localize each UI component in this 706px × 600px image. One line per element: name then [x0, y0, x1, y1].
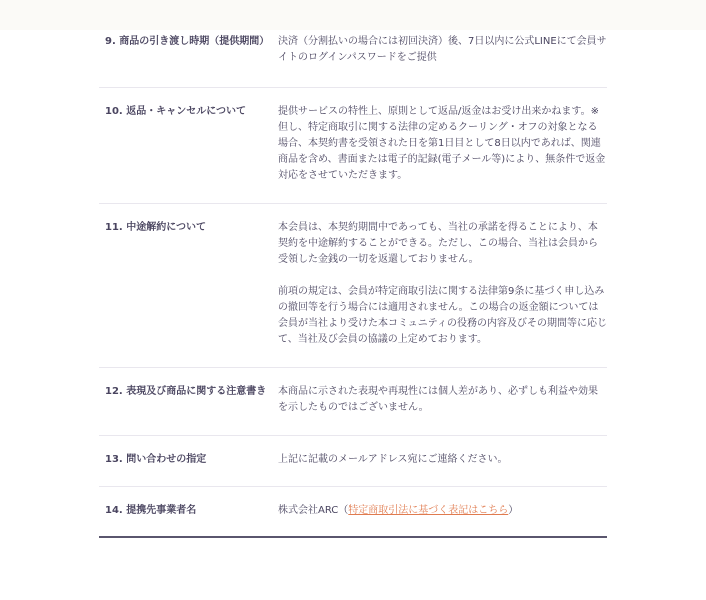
row-content	[278, 34, 607, 66]
row-label: 13. 問い合わせの指定	[105, 454, 207, 465]
row-label: 9. 商品の引き渡し時期（提供期間）	[105, 36, 270, 47]
company-name: 株式会社ARC	[278, 505, 339, 516]
row-paragraph: 提供サービスの特性上、原則として返品/返金はお受け出来かねます。※但し、特定商取引に関する法律の定めるクーリング・オフの対象となる場合、本契約書を受領された日を第1日目として8日以内であれば、関連商品を含め、書面または電子的記録(電子メール等)により、無条件で返金対応をさせていただきます。	[278, 106, 606, 181]
row-paragraph	[278, 503, 607, 519]
table-row	[99, 88, 607, 204]
row-paragraph: 本商品に示された表現や再現性には個人差があり、必ずしも利益や効果を示したものではございません。	[278, 386, 598, 413]
close-paren: ）	[508, 505, 519, 516]
row-content	[278, 384, 607, 416]
row-label: 10. 返品・キャンセルについて	[105, 106, 246, 117]
open-paren: （	[338, 505, 349, 516]
row-paragraph: 前項の規定は、会員が特定商取引法に関する法律第9条に基づく申し込みの撤回等を行う場合には適用されません。この場合の返金額については会員が当社より受けた本コミュニティの役務の内容及びその期間等に応じて、当社及び会員の協議の上定めております。	[278, 286, 607, 345]
table-row	[99, 436, 607, 487]
table-row	[99, 30, 607, 88]
row-label: 14. 提携先事業者名	[105, 505, 197, 516]
legal-info-table	[99, 30, 607, 538]
row-label: 12. 表現及び商品に関する注意書き	[105, 386, 267, 397]
row-content	[278, 452, 607, 468]
top-band	[0, 0, 706, 30]
table-row	[99, 204, 607, 368]
row-content	[278, 503, 607, 519]
table-row	[99, 368, 607, 436]
row-content	[278, 220, 607, 348]
row-content	[278, 104, 607, 184]
row-paragraph: 決済（分割払いの場合には初回決済）後、7日以内に公式LINEにて会員サイトのログインパスワードをご提供	[278, 36, 607, 63]
row-label: 11. 中途解約について	[105, 222, 206, 233]
row-paragraph: 本会員は、本契約期間中であっても、当社の承諾を得ることにより、本契約を中途解約することができる。ただし、この場合、当社は会員から受領した金銭の一切を返還しておりません。	[278, 222, 598, 265]
row-paragraph: 上記に記載のメールアドレス宛にご連絡ください。	[278, 454, 508, 465]
legal-notice-link[interactable]: 特定商取引法に基づく表記はこちら	[348, 505, 509, 516]
table-row	[99, 487, 607, 538]
